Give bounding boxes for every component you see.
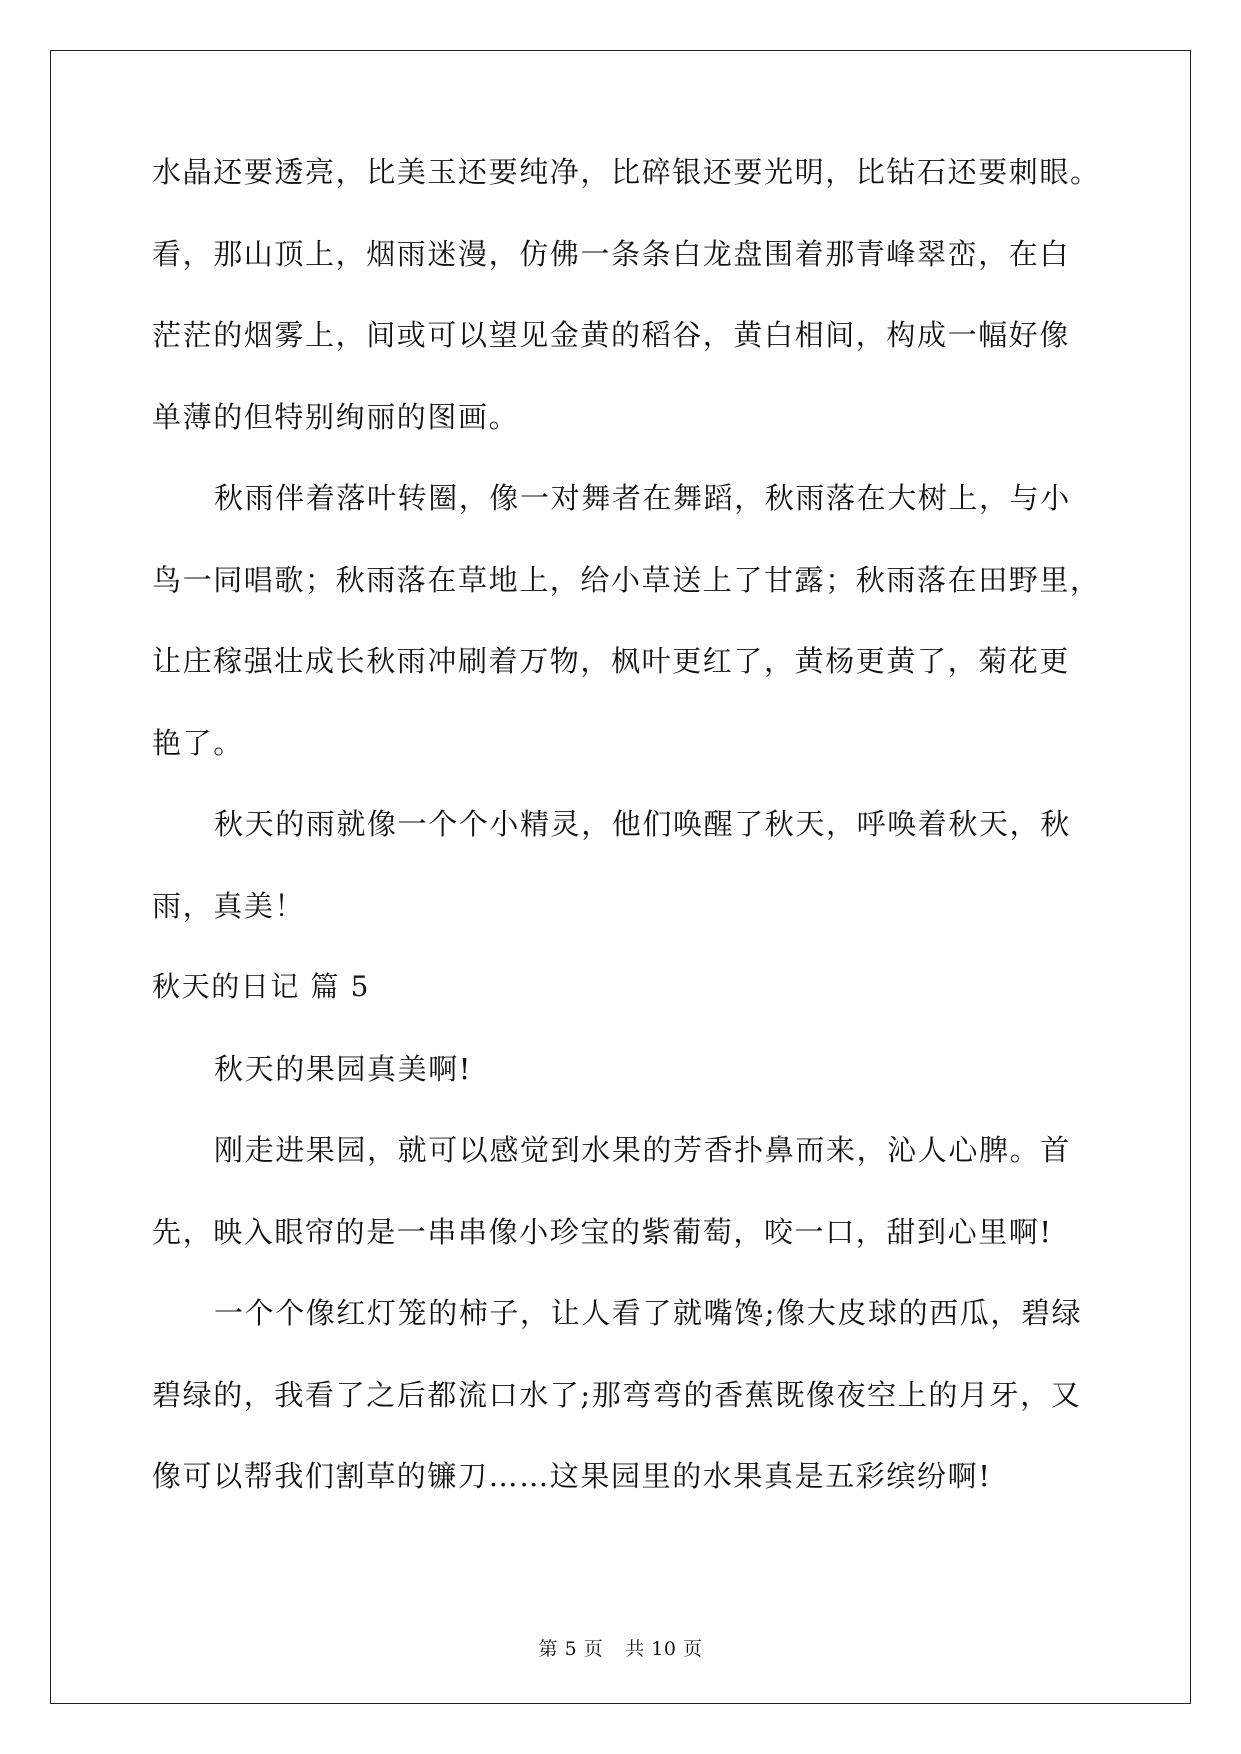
text-line-2: 看，那山顶上，烟雨迷漫，仿佛一条条白龙盘围着那青峰翠峦，在白 xyxy=(152,236,1071,271)
text-line-16: 碧绿的，我看了之后都流口水了;那弯弯的香蕉既像夜空上的月牙，又 xyxy=(152,1377,1082,1412)
document-body xyxy=(152,152,1101,1538)
page-footer xyxy=(0,1634,1241,1661)
text-line-15: 一个个像红灯笼的柿子，让人看了就嘴馋;像大皮球的西瓜，碧绿 xyxy=(214,1296,1083,1330)
text-line-10: 雨，真美！ xyxy=(152,888,306,923)
text-line-7: 让庄稼强壮成长秋雨冲刷着万物，枫叶更红了，黄杨更黄了，菊花更 xyxy=(152,644,1071,678)
text-line-3: 茫茫的烟雾上，间或可以望见金黄的稻谷，黄白相间，构成一幅好像 xyxy=(152,318,1071,352)
text-line-1: 水晶还要透亮，比美玉还要纯净，比碎银还要光明，比钻石还要刺眼。 xyxy=(152,155,1101,189)
text-line-6: 鸟一同唱歌；秋雨落在草地上，给小草送上了甘露；秋雨落在田野里， xyxy=(152,562,1101,597)
text-line-13: 刚走进果园，就可以感觉到水果的芳香扑鼻而来，沁人心脾。首 xyxy=(214,1133,1071,1167)
text-line-4: 单薄的但特别绚丽的图画。 xyxy=(152,399,520,434)
section-heading: 秋天的日记 篇 5 xyxy=(152,970,371,1003)
text-line-12: 秋天的果园真美啊! xyxy=(214,1051,473,1086)
text-line-17: 像可以帮我们割草的镰刀……这果园里的水果真是五彩缤纷啊! xyxy=(152,1459,992,1493)
page-number: 第 5 页 xyxy=(538,1638,604,1660)
text-line-8: 艳了。 xyxy=(152,725,244,760)
text-line-5: 秋雨伴着落叶转圈，像一对舞者在舞蹈，秋雨落在大树上，与小 xyxy=(214,481,1071,515)
text-line-14: 先，映入眼帘的是一串串像小珍宝的紫葡萄，咬一口，甜到心里啊! xyxy=(152,1214,1053,1249)
text-line-9: 秋天的雨就像一个个小精灵，他们唤醒了秋天，呼唤着秋天，秋 xyxy=(214,807,1071,841)
page-total: 共 10 页 xyxy=(625,1638,703,1660)
